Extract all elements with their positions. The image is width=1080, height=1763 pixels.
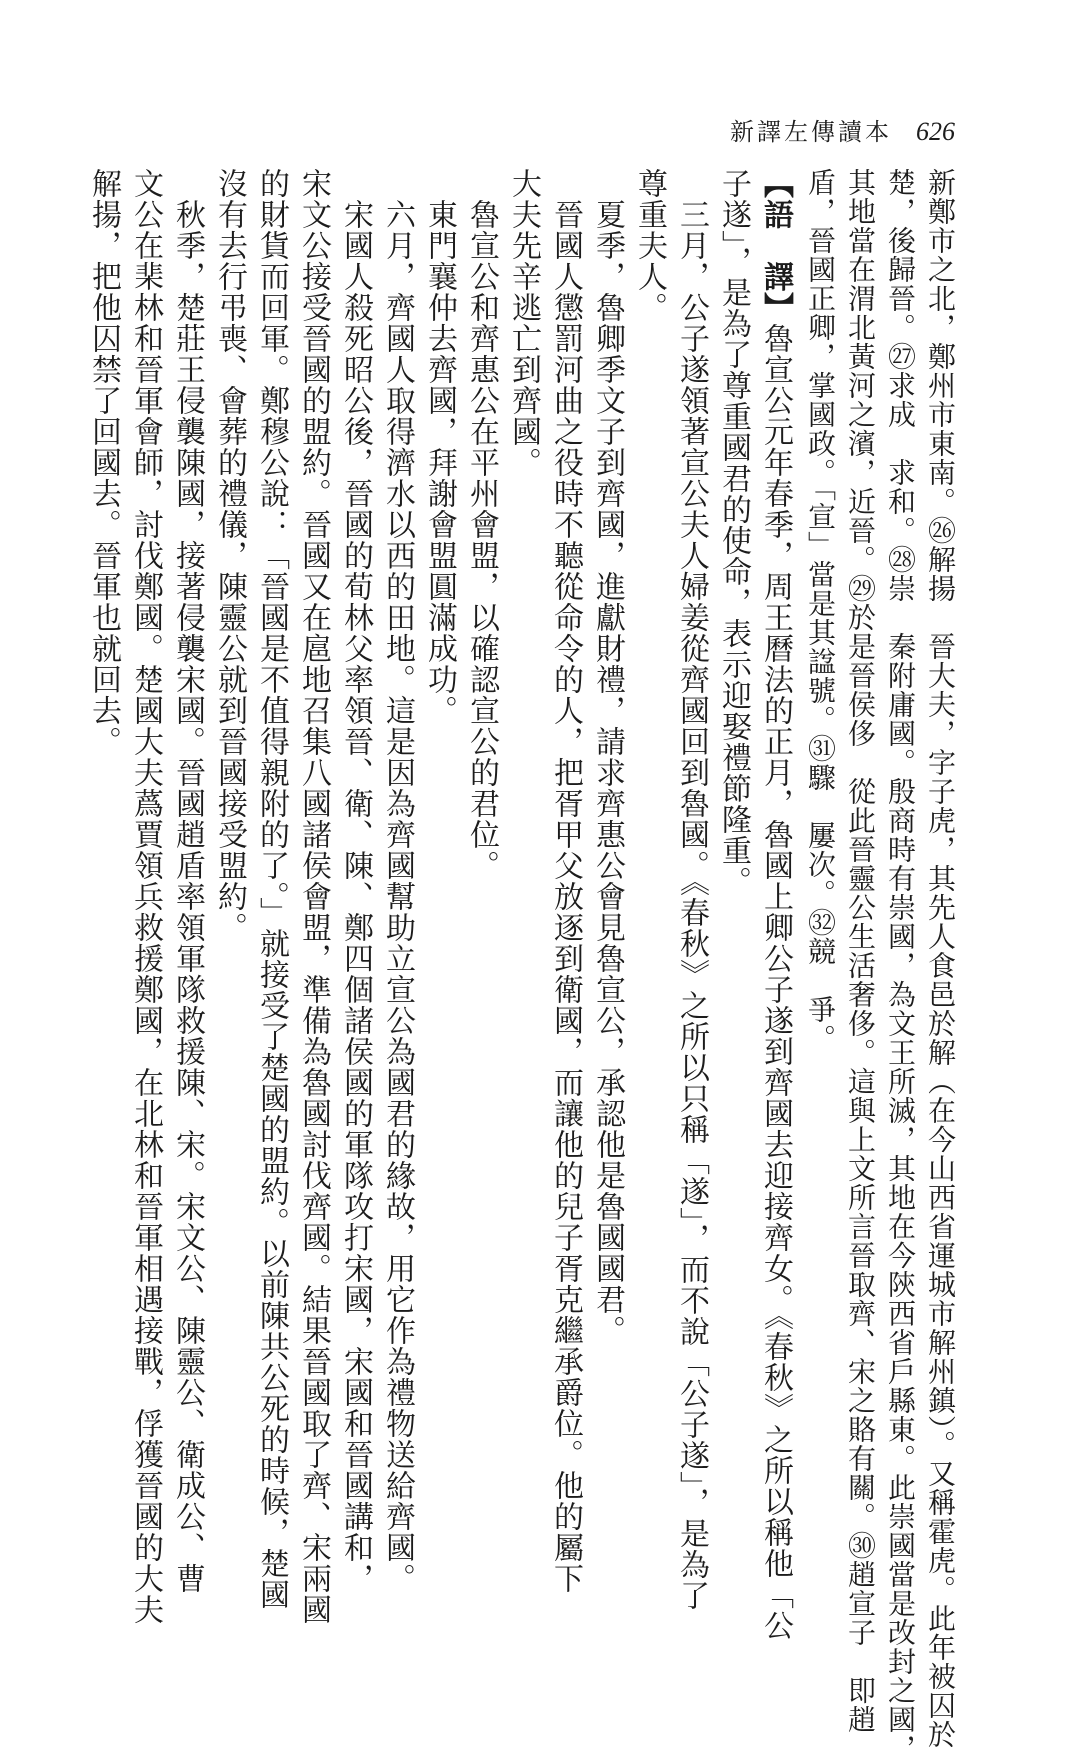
annotation-line: 新鄭市之北，鄭州市東南。㉖解揚 晉大夫，字子虎，其先人食邑於解（在今山西省運城市解州鎮）。又稱霍虎。此年被囚於 bbox=[924, 168, 957, 1749]
page-header bbox=[730, 112, 980, 148]
body-line: 夏季，魯卿季文子到齊國，進獻財禮，請求齊惠公會見魯宣公，承認他是魯國國君。 bbox=[590, 168, 625, 1346]
annotation-line: 其地當在渭北黃河之濱，近晉。㉙於是晉侯侈 從此晉靈公生活奢侈。這與上文所言晉取齊、宋之賂有關。㉚趙宣子 即趙 bbox=[844, 168, 877, 1734]
body-line: 子遂」，是為了尊重國君的使命，表示迎娶禮節隆重。 bbox=[716, 168, 751, 897]
body-line: 沒有去行弔喪、會葬的禮儀，陳靈公就到晉國接受盟約。 bbox=[212, 168, 247, 943]
annotation-line: 楚，後歸晉。㉗求成 求和。㉘崇 秦附庸國。殷商時有崇國，為文王所滅，其地在今陝西省戶縣東。此崇國當是改封之國， bbox=[884, 168, 917, 1763]
body-line: 晉國人懲罰河曲之役時不聽從命令的人，把胥甲父放逐到衛國，而讓他的兒子胥克繼承爵位。他的屬下 bbox=[548, 168, 583, 1594]
body-line: 東門襄仲去齊國，拜謝會盟圓滿成功。 bbox=[422, 168, 457, 726]
translation-heading-line: 【語 譯】魯宣公元年春季，周王曆法的正月，魯國上卿公子遂到齊國去迎接齊女。《春秋》之所以稱他「公 bbox=[758, 168, 793, 1641]
body-line: 三月，公子遂領著宣公夫人婦姜從齊國回到魯國。《春秋》之所以只稱「遂」，而不說「公子遂」，是為了 bbox=[674, 168, 709, 1611]
body-line: 秋季，楚莊王侵襲陳國，接著侵襲宋國。晉國趙盾率領軍隊救援陳、宋。宋文公、陳靈公、衛成公、曹 bbox=[170, 168, 205, 1594]
body-line: 魯宣公和齊惠公在平州會盟，以確認宣公的君位。 bbox=[464, 168, 499, 881]
body-line: 的財貨而回軍。鄭穆公說：「晉國是不值得親附的了。」就接受了楚國的盟約。以前陳共公死的時候，楚國 bbox=[254, 168, 289, 1610]
body-line: 尊重夫人。 bbox=[632, 168, 667, 323]
body-line: 文公在棐林和晉軍會師，討伐鄭國。楚國大夫蔿賈領兵救援鄭國，在北林和晉軍相遇接戰，俘獲晉國的大夫 bbox=[128, 168, 163, 1625]
body-line: 宋國人殺死昭公後，晉國的荀林父率領晉、衛、陳、鄭四個諸侯國的軍隊攻打宋國，宋國和晉國講和， bbox=[338, 168, 373, 1594]
running-title: 新譯左傳讀本 bbox=[730, 118, 892, 146]
body-line: 解揚，把他囚禁了回國去。晉軍也就回去。 bbox=[86, 168, 121, 757]
body-line: 宋文公接受晉國的盟約。晉國又在扈地召集八國諸侯會盟，準備為魯國討伐齊國。結果晉國取了齊、宋兩國 bbox=[296, 168, 331, 1625]
page-number: 626 bbox=[916, 117, 955, 146]
section-label: 【語 譯】 bbox=[758, 168, 793, 323]
body-line: 大夫先辛逃亡到齊國。 bbox=[506, 168, 541, 478]
body-line: 六月，齊國人取得濟水以西的田地。這是因為齊國幫助立宣公為國君的緣故，用它作為禮物送給齊國。 bbox=[380, 168, 415, 1594]
annotation-line: 盾，晉國正卿，掌國政。「宣」當是其諡號。㉛驟 屢次。㉜競 爭。 bbox=[804, 168, 837, 1053]
